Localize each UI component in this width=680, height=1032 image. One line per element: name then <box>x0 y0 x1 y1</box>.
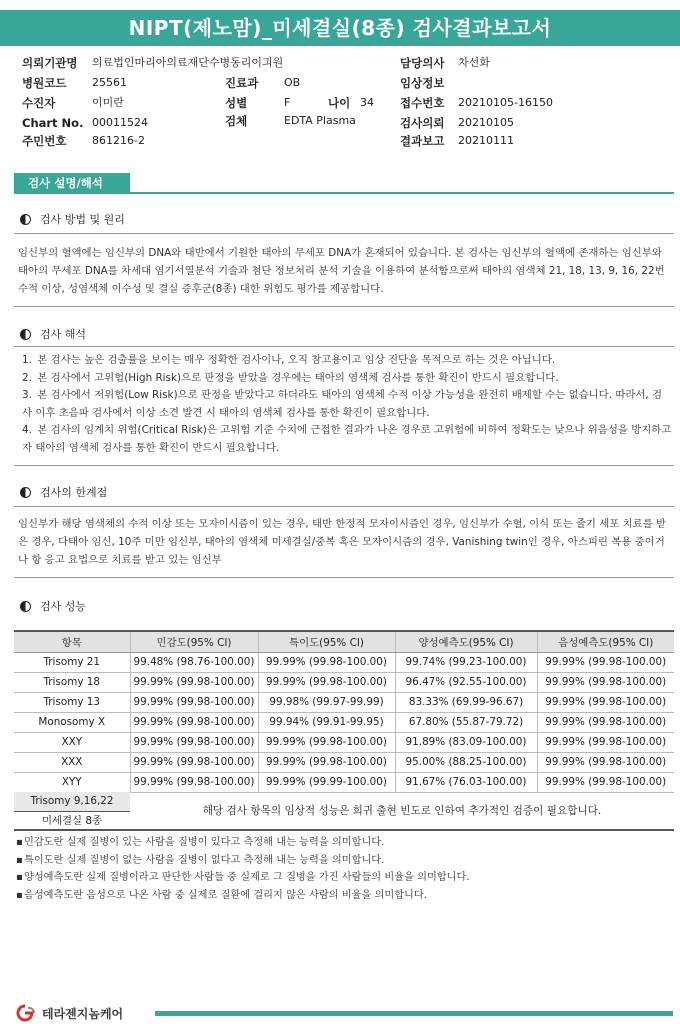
report-date-value: 20210111 <box>458 134 514 147</box>
table-cell: 99.99% (99.98-100.00) <box>130 752 258 772</box>
institution-value: 의료법인마리아의료재단수병동리이긔원 <box>92 56 284 69</box>
table-cell: 99.99% (99.98-100.00) <box>537 772 674 792</box>
row-label: Trisomy 13 <box>14 692 130 712</box>
age-value: 34 <box>360 96 374 109</box>
extra-note: 해당 검사 항목의 임상적 성능은 희귀 출현 빈도로 인하여 추가적인 검증이 필요합니다. <box>202 805 602 817</box>
list-item: 4. 본 검사의 임계치 위험(Critical Risk)은 고위험 기준 수치에 근접한 결과가 나온 경우로 고위험에 비하여 정확도는 낮으나 위음성을 방지하고자 태아의 염색체 검사를 통한 확진이 반드시 필요합니다. <box>22 424 672 454</box>
table-row <box>14 752 674 772</box>
table-cell: 83.33% (69.99-96.67) <box>395 692 537 712</box>
limits-body: 임신부가 해당 염색체의 수적 이상 또는 모자이시즘이 있는 경우, 태반 한정적 모자이시즘인 경우, 임신부가 수혈, 이식 또는 줄기 세포 치료를 받은 경우, 다태아 임신, 10주 미만 임신부, 태아의 염색체 미세결실/중복 혹은 모자이시즘의 경우, Vanishing twin인 경우, 아스피린 복용 중이거나 항 응고 요법으로 치료를 받고 있는 임신부 <box>18 518 667 566</box>
performance-heading <box>20 598 86 614</box>
col-header: 항목 <box>14 631 130 652</box>
table-cell: 99.99% (99.98-100.00) <box>130 732 258 752</box>
logo-icon <box>12 1004 38 1022</box>
interpretation-list <box>22 352 672 458</box>
patient-label: 수진자 <box>22 96 56 110</box>
half-circle-icon <box>20 487 31 498</box>
note-item: ▪특이도란 실제 질병이 없는 사람을 질병이 없다고 측정해 내는 능력을 의미합니다. <box>16 854 385 866</box>
col-header: 특이도(95% CI) <box>258 631 395 652</box>
table-cell: 99.99% (99.98-100.00) <box>537 672 674 692</box>
table-cell: 99.99% (99.98-100.00) <box>258 652 395 672</box>
company-name: 테라젠지놈케어 <box>42 1006 124 1021</box>
table-cell: 99.99% (99.98-100.00) <box>258 752 395 772</box>
half-circle-icon <box>20 329 31 340</box>
report-title: NIPT(제노맘)_미세결실(8종) 검사결과보고서 <box>0 10 680 46</box>
divider <box>14 465 674 466</box>
row-label: Trisomy 18 <box>14 672 130 692</box>
table-cell: 99.99% (99.98-100.00) <box>537 732 674 752</box>
dept-value: OB <box>284 76 301 89</box>
definition-notes <box>16 834 672 904</box>
table-row <box>14 652 674 672</box>
table-cell: 99.74% (99.23-100.00) <box>395 652 537 672</box>
table-header-row <box>14 631 674 652</box>
method-heading <box>20 211 125 227</box>
row-label: XYY <box>14 772 130 792</box>
row-label: Trisomy 21 <box>14 652 130 672</box>
footer-bar <box>155 1011 673 1016</box>
table-cell: 99.99% (99.98-100.00) <box>258 672 395 692</box>
table-cell: 99.94% (99.91-99.95) <box>258 712 395 732</box>
doctor-label: 담당의사 <box>400 56 445 70</box>
patient-info <box>22 54 672 154</box>
section-divider <box>14 192 674 194</box>
col-header: 음성예측도(95% CI) <box>537 631 674 652</box>
interpretation-heading-text: 검사 해석 <box>40 328 87 341</box>
table-cell: 99.99% (99.98-100.00) <box>537 752 674 772</box>
table-cell: 99.98% (99.97-99.99) <box>258 692 395 712</box>
table-bottom-line <box>14 829 674 831</box>
clinical-label: 임상정보 <box>400 76 445 90</box>
extra-item-trisomy: Trisomy 9,16,22 <box>14 792 130 811</box>
half-circle-icon <box>20 214 31 225</box>
method-body: 임신부의 혈액에는 임신부의 DNA와 태반에서 기원한 태아의 무세포 DNA가 혼재되어 있습니다. 본 검사는 임신부의 혈액에 존재하는 임신부와 태아의 무세포 DNA를 차세대 염기서열분석 기술과 첨단 정보처리 분석 기술을 이용하여 분석함으로써 태아의 염색체 21, 18, 13, 9, 16, 22번 수적 이상, 성염색체 이수성 및 결실 증후군(8종) 대한 위험도 평가를 제공합니다. <box>18 247 665 295</box>
divider <box>14 577 674 578</box>
row-label: XXX <box>14 752 130 772</box>
specimen-value: EDTA Plasma <box>284 114 356 127</box>
patient-value: 이미란 <box>92 96 124 109</box>
institution-label: 의뢰기관명 <box>22 56 78 70</box>
request-value: 20210105 <box>458 116 514 129</box>
table-cell: 99.48% (98.76-100.00) <box>130 652 258 672</box>
table-row <box>14 732 674 752</box>
table-cell: 99.99% (99.98-100.00) <box>130 692 258 712</box>
receipt-value: 20210105-16150 <box>458 96 553 109</box>
table-cell: 91.67% (76.03-100.00) <box>395 772 537 792</box>
table-row <box>14 672 674 692</box>
col-header: 양성예측도(95% CI) <box>395 631 537 652</box>
table-row <box>14 712 674 732</box>
table-cell: 67.80% (55.87-79.72) <box>395 712 537 732</box>
list-item: 3. 본 검사에서 저위험(Low Risk)으로 판정을 받았다고 하더라도 태아의 염색체 수적 이상 가능성을 완전히 배제할 수는 없습니다. 따라서, 검사 이후 초음파 검사에서 이상 소견 발견 시 태아의 염색체 검사를 통한 확진이 필요합니다. <box>22 389 663 419</box>
list-item: 2. 본 검사에서 고위험(High Risk)으로 판정을 받았을 경우에는 태아의 염색체 검사를 통한 확진이 반드시 필요합니다. <box>22 371 559 384</box>
sex-label: 성별 <box>225 96 248 110</box>
divider <box>14 346 674 347</box>
sex-value: F <box>284 96 291 109</box>
extra-item-microdeletion: 미세결실 8종 <box>14 811 130 830</box>
table-cell: 99.99% (99.98-100.00) <box>130 712 258 732</box>
table-cell: 99.99% (99.98-100.00) <box>537 652 674 672</box>
specimen-label: 검체 <box>225 114 248 128</box>
table-row <box>14 692 674 712</box>
section-title: 검사 설명/해석 <box>14 173 130 193</box>
doctor-value: 차선화 <box>458 56 490 69</box>
rrn-value: 861216-2 <box>92 134 145 147</box>
rrn-label: 주민번호 <box>22 134 67 148</box>
request-label: 검사의뢰 <box>400 116 445 130</box>
table-cell: 95.00% (88.25-100.00) <box>395 752 537 772</box>
report-date-label: 결과보고 <box>400 134 445 148</box>
table-cell: 91.89% (83.09-100.00) <box>395 732 537 752</box>
hospital-code-label: 병원코드 <box>22 76 67 90</box>
row-label: Monosomy X <box>14 712 130 732</box>
interpretation-heading <box>20 326 86 342</box>
divider <box>14 506 674 507</box>
note-item: ▪음성예측도란 음성으로 나온 사람 중 실제로 질환에 걸리지 않은 사람의 비율을 의미합니다. <box>16 889 427 901</box>
age-label: 나이 <box>328 96 351 110</box>
half-circle-icon <box>20 601 31 612</box>
company-logo <box>12 1004 123 1022</box>
hospital-code-value: 25561 <box>92 76 127 89</box>
note-item: ▪민감도란 실제 질병이 있는 사람을 질병이 있다고 측정해 내는 능력을 의미합니다. <box>16 837 385 848</box>
chart-value: 00011524 <box>92 116 148 129</box>
table-cell: 99.99% (99.98-100.00) <box>130 772 258 792</box>
divider <box>14 306 674 307</box>
table-cell: 96.47% (92.55-100.00) <box>395 672 537 692</box>
table-row <box>14 772 674 792</box>
performance-table <box>14 630 674 793</box>
limits-heading <box>20 484 107 500</box>
chart-label: Chart No. <box>22 116 84 130</box>
table-cell: 99.99% (99.98-100.00) <box>537 692 674 712</box>
note-item: ▪양성예측도란 실제 질병이라고 판단한 사람들 중 실제로 그 질병을 가진 사람들의 비율을 의미합니다. <box>16 872 470 883</box>
col-header: 민감도(95% CI) <box>130 631 258 652</box>
performance-heading-text: 검사 성능 <box>40 600 87 613</box>
table-cell: 99.99% (99.98-100.00) <box>537 712 674 732</box>
table-cell: 99.99% (99.98-100.00) <box>258 732 395 752</box>
table-cell: 99.99% (99.98-100.00) <box>130 672 258 692</box>
method-heading-text: 검사 방법 및 원리 <box>40 213 125 226</box>
row-label: XXY <box>14 732 130 752</box>
receipt-label: 접수번호 <box>400 96 445 110</box>
divider <box>14 233 674 234</box>
list-item: 1. 본 검사는 높은 검출률을 보이는 매우 정확한 검사이나, 오직 참고용이고 임상 진단을 목적으로 하는 것은 아닙니다. <box>22 354 556 366</box>
dept-label: 진료과 <box>225 76 259 90</box>
table-cell: 99.99% (99.99-100.00) <box>258 772 395 792</box>
limits-heading-text: 검사의 한계점 <box>40 486 108 499</box>
